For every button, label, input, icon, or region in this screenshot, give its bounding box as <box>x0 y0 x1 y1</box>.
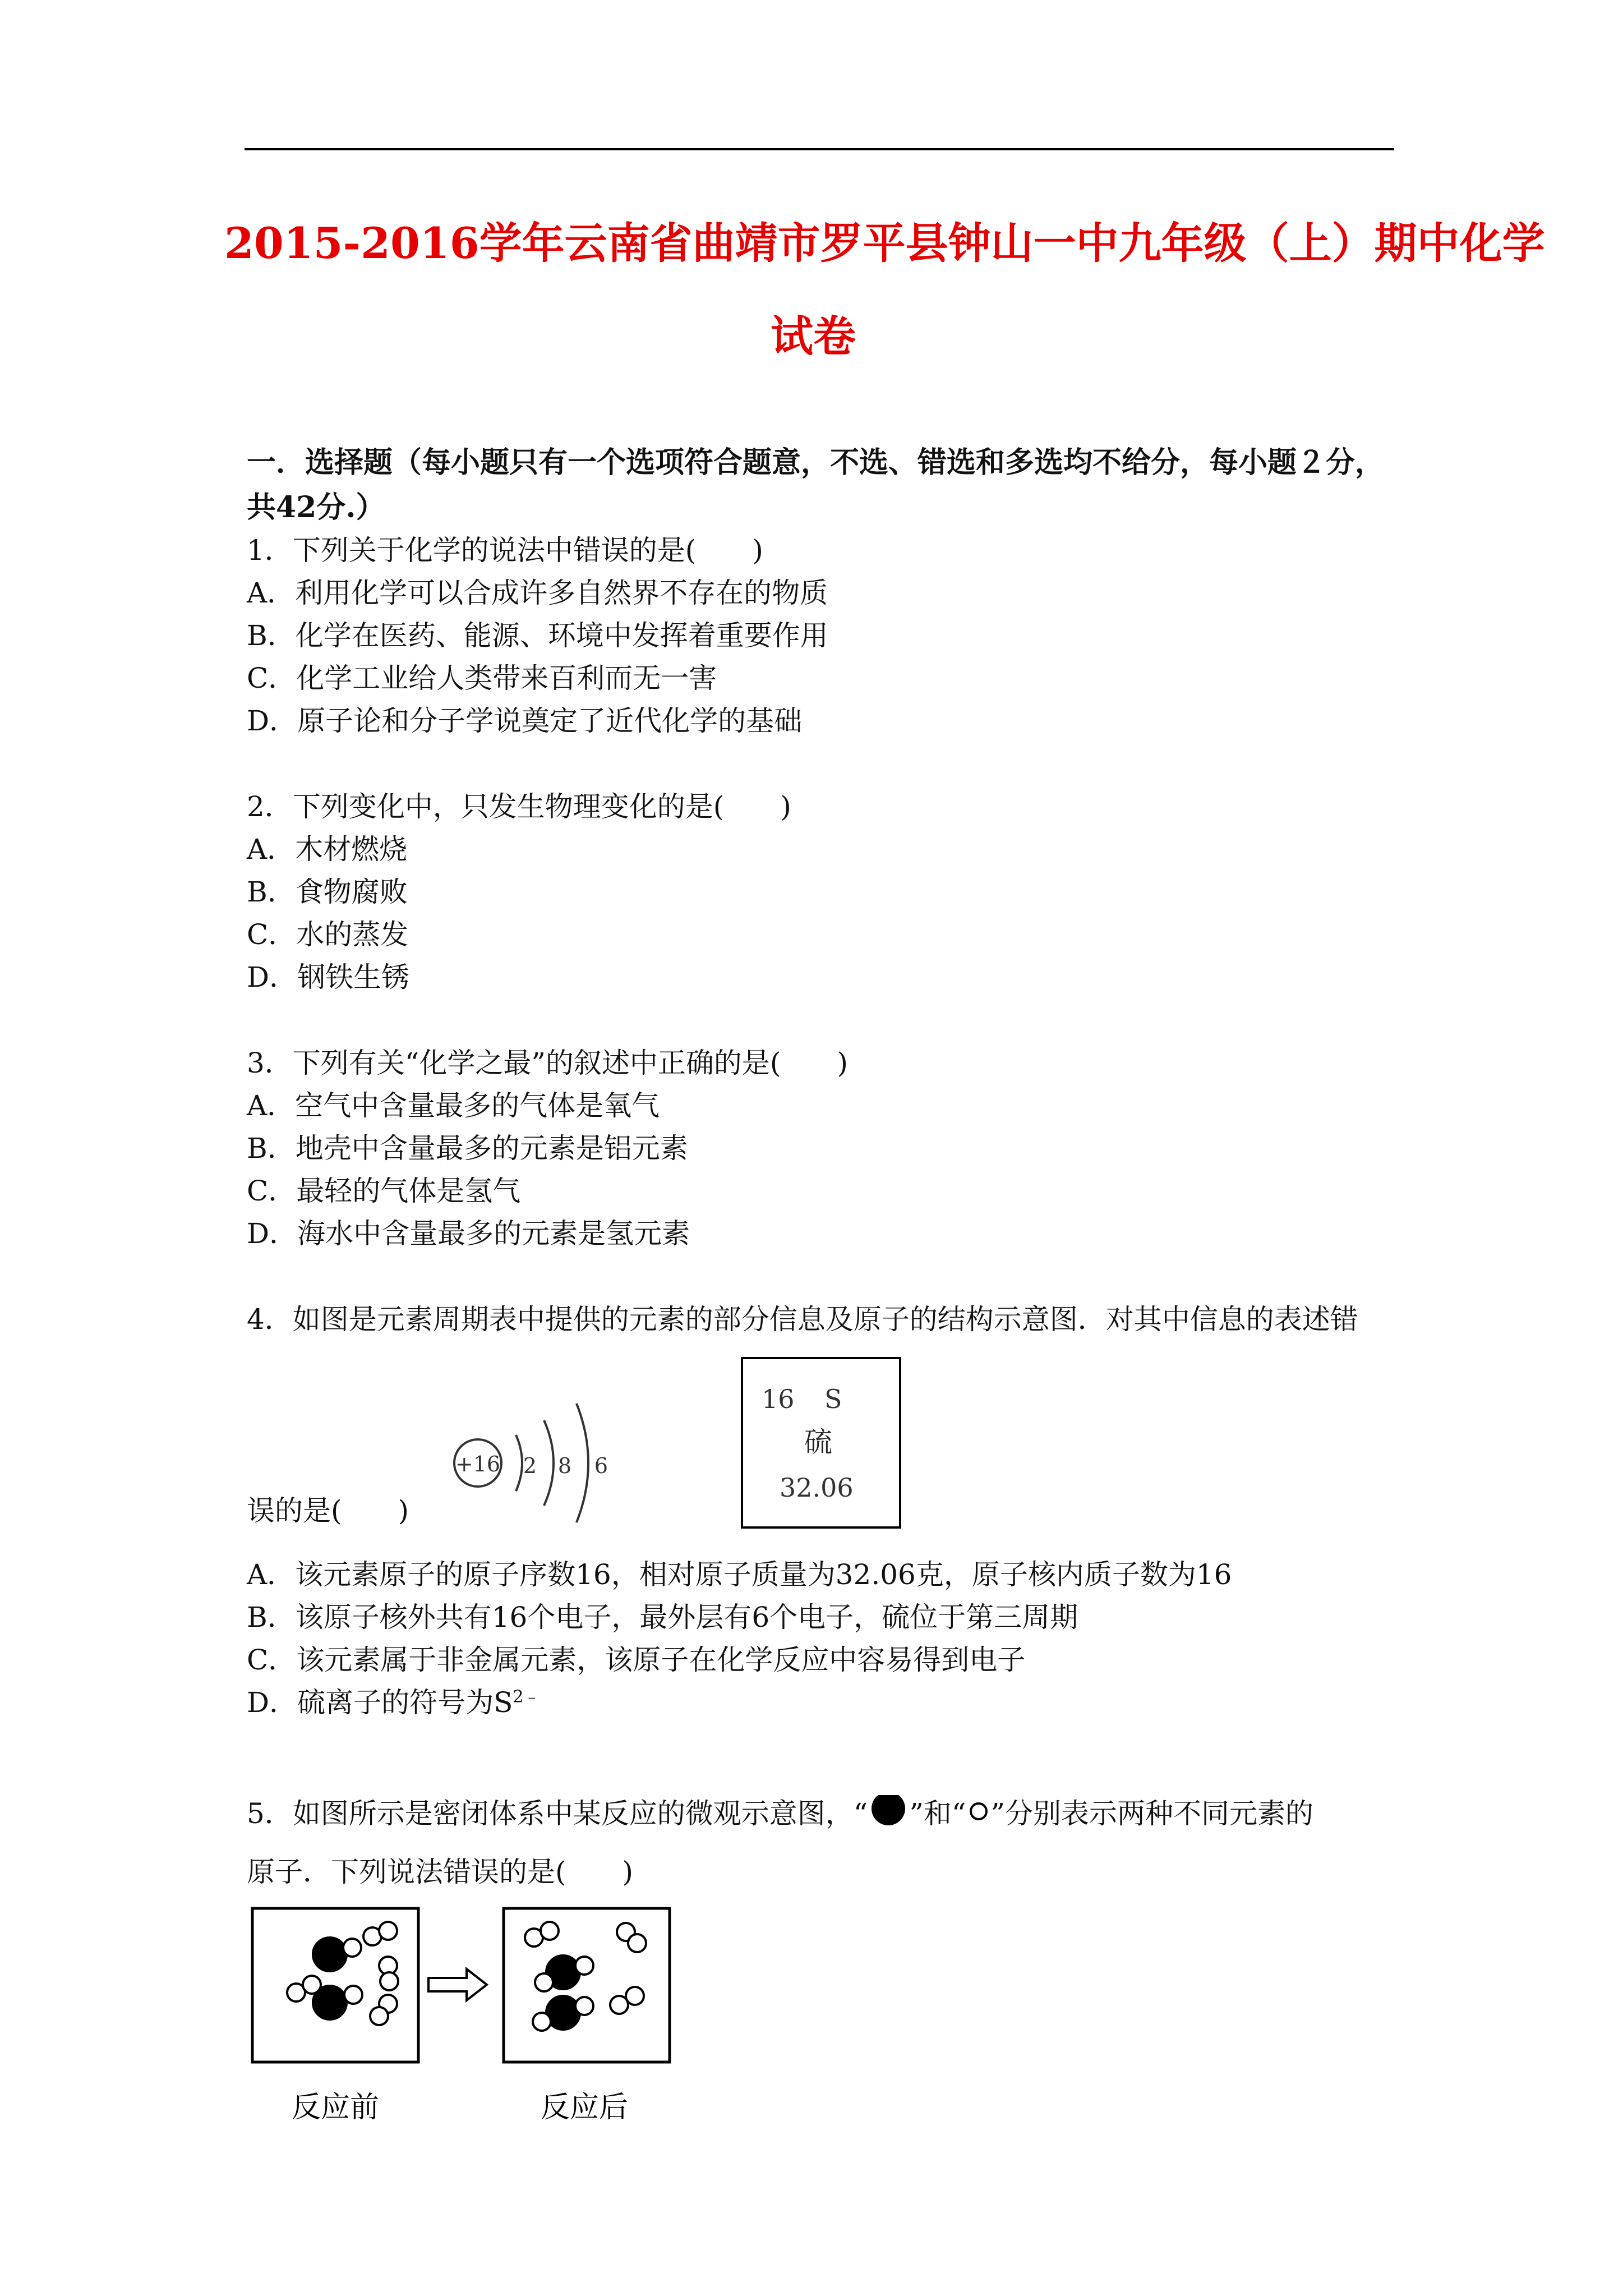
question-3-option-b: B．地壳中含量最多的元素是铝元素 <box>247 1132 688 1165</box>
reaction-micro-diagram <box>247 1903 684 2127</box>
white-atom <box>379 1922 397 1940</box>
electron-shell-3 <box>577 1404 588 1522</box>
before-reaction-label: 反应前 <box>291 2091 380 2124</box>
question-1-option-a: A．利用化学可以合成许多自然界不存在的物质 <box>247 577 828 609</box>
question-4-stem: 4．如图是元素周期表中提供的元素的部分信息及原子的结构示意图．对其中信息的表述错 <box>247 1303 1358 1336</box>
white-atom <box>626 1987 644 2005</box>
after-molecules <box>525 1922 646 2031</box>
question-4-option-b: B．该原子核外共有16个电子，最外层有6个电子，硫位于第三周期 <box>247 1601 1078 1634</box>
white-atom <box>344 1986 362 2004</box>
sulfur-atom-structure-diagram <box>437 1391 639 1526</box>
page-title-cont: 试卷 <box>771 311 856 361</box>
electron-shell-1 <box>516 1435 522 1491</box>
question-1-stem: 1．下列关于化学的说法中错误的是( ) <box>247 534 763 567</box>
question-3-option-c: C．最轻的气体是氢气 <box>247 1175 521 1207</box>
question-4-option-d-text: D．硫离子的符号为S <box>247 1686 513 1719</box>
question-4-option-c: C．该元素属于非金属元素，该原子在化学反应中容易得到电子 <box>247 1644 1026 1676</box>
question-5-stem <box>247 1795 1313 1829</box>
white-atom-icon <box>966 1797 991 1825</box>
header-rule <box>245 148 1394 150</box>
question-2-option-c: C．水的蒸发 <box>247 918 409 951</box>
element-name: 硫 <box>804 1426 832 1458</box>
question-5-stem-part1: 5．如图所示是密闭体系中某反应的微观示意图，“ <box>247 1797 868 1830</box>
question-5-stem-cont: 原子．下列说法错误的是( ) <box>247 1856 634 1888</box>
question-5-stem-part3: ”分别表示两种不同元素的 <box>990 1797 1314 1830</box>
white-atom <box>628 1934 646 1952</box>
question-4-option-a: A．该元素原子的原子序数16，相对原子质量为32.06克，原子核内质子数为16 <box>247 1558 1232 1591</box>
sulfur-ion-charge: 2﹣ <box>513 1687 541 1707</box>
white-atom <box>541 1922 559 1940</box>
shell-2-electrons: 8 <box>557 1453 572 1478</box>
after-reaction-label: 反应后 <box>540 2091 629 2124</box>
white-atom <box>575 1957 593 1975</box>
black-atom-icon <box>868 1795 909 1829</box>
section-heading: 一．选择题（每小题只有一个选项符合题意，不选、错选和多选均不给分，每小题２分，共42分.） <box>247 445 1385 524</box>
electron-shell-2 <box>544 1420 554 1506</box>
question-1-option-b: B．化学在医药、能源、环境中发挥着重要作用 <box>247 619 828 652</box>
page-title: 2015-2016学年云南省曲靖市罗平县钟山一中九年级（上）期中化学 <box>224 218 1545 268</box>
atomic-mass: 32.06 <box>780 1473 854 1503</box>
question-3-option-d: D．海水中含量最多的元素是氢元素 <box>247 1217 690 1250</box>
question-1-option-d: D．原子论和分子学说奠定了近代化学的基础 <box>247 705 803 737</box>
question-3-option-a: A．空气中含量最多的气体是氧气 <box>247 1089 660 1122</box>
shell-3-electrons: 6 <box>594 1453 608 1478</box>
white-atom <box>533 2013 551 2031</box>
question-5-stem-part2: ”和“ <box>909 1797 966 1830</box>
white-atom <box>575 1997 593 2015</box>
question-4-stem-cont: 误的是( ) <box>247 1494 409 1527</box>
white-atom <box>303 1976 321 1994</box>
white-atom <box>535 1973 553 1991</box>
periodic-table-cell-sulfur <box>740 1356 903 1531</box>
before-molecules <box>287 1922 398 2025</box>
question-2-option-a: A．木材燃烧 <box>247 833 408 866</box>
question-2-option-d: D．钢铁生锈 <box>247 961 410 993</box>
element-symbol: S <box>824 1384 842 1414</box>
question-4-option-d <box>247 1688 540 1717</box>
atomic-number: 16 <box>762 1384 795 1414</box>
reaction-arrow <box>428 1969 487 2000</box>
shell-1-electrons: 2 <box>523 1453 537 1478</box>
white-atom <box>380 1972 398 1990</box>
question-2-option-b: B．食物腐败 <box>247 876 408 908</box>
white-atom <box>370 2007 388 2025</box>
question-2-stem: 2．下列变化中，只发生物理变化的是( ) <box>247 790 791 823</box>
black-atom <box>313 1938 347 1971</box>
question-1-option-c: C．化学工业给人类带来百利而无一害 <box>247 662 717 694</box>
question-3-stem: 3．下列有关“化学之最”的叙述中正确的是( ) <box>247 1047 848 1079</box>
white-atom <box>343 1939 361 1957</box>
nucleus-charge: +16 <box>455 1452 501 1476</box>
